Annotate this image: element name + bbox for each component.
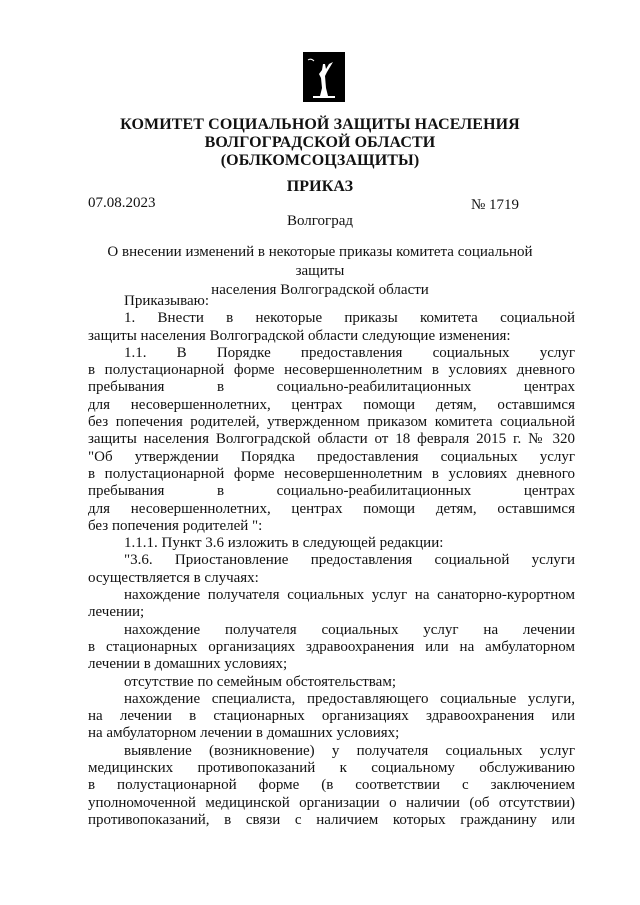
body-line: 1.1. В Порядке предоставления социальных услуг: [124, 344, 575, 361]
org-name-line2: ВОЛГОГРАДСКОЙ ОБЛАСТИ: [204, 134, 436, 151]
body-line: в полустационарной форме несовершеннолетним в условиях дневного: [88, 465, 575, 482]
body-line: на амбулаторном лечении в домашних условиях;: [88, 725, 400, 742]
body-line: защиты населения Волгоградской области следующие изменения:: [88, 327, 511, 344]
doc-type-heading: ПРИКАЗ: [286, 178, 354, 195]
body-line: отсутствие по семейным обстоятельствам;: [124, 673, 396, 690]
doc-body: [88, 293, 575, 829]
body-line: "Об утверждении Порядка предоставления социальных услуг: [88, 448, 575, 465]
body-line: лечении;: [88, 604, 145, 621]
doc-title: [90, 243, 550, 300]
body-line: в полустационарной форме несовершеннолетним в условиях дневного: [88, 362, 575, 379]
body-line: без попечения родителей, утвержденном приказом комитета социальной: [88, 414, 575, 431]
body-line: нахождение специалиста, предоставляющего социальные услуги,: [124, 690, 575, 707]
body-line: "3.6. Приостановление предоставления социальной услуги: [124, 552, 575, 569]
body-line: Приказываю:: [124, 293, 209, 309]
body-line: выявление (возникновение) у получателя социальных услуг: [124, 742, 575, 759]
doc-number: № 1719: [471, 197, 520, 213]
body-line: нахождение получателя социальных услуг на лечении: [124, 621, 575, 638]
body-line: в полустационарной форме (в соответствии с заключением: [88, 777, 575, 794]
body-line: лечении в домашних условиях;: [88, 656, 288, 673]
body-line: медицинских противопоказаний к социальному обслуживанию: [88, 760, 575, 777]
doc-date: 07.08.2023: [88, 195, 156, 211]
body-line: защиты населения Волгоградской области от 18 февраля 2015 г. № 320: [88, 431, 575, 448]
body-line: в стационарных организациях здравоохранения или на амбулаторном: [88, 638, 575, 655]
doc-title-line1: О внесении изменений в некоторые приказы комитета социальной защиты: [107, 244, 533, 279]
body-line: 1.1.1. Пункт 3.6 изложить в следующей редакции:: [124, 535, 444, 552]
doc-city: Волгоград: [286, 213, 353, 229]
body-line: пребывания в социально-реабилитационных центрах: [88, 379, 575, 396]
body-line: на лечении в стационарных организациях здравоохранения или: [88, 708, 575, 725]
body-line: для несовершеннолетних, центрах помощи детям, оставшимся: [88, 396, 575, 413]
doc-title-line2: населения Волгоградской области: [211, 282, 429, 298]
body-line: противопоказаний, в связи с наличием которых гражданину или: [88, 811, 575, 828]
body-line: для несовершеннолетних, центрах помощи детям, оставшимся: [88, 500, 575, 517]
body-line: нахождение получателя социальных услуг на санаторно-курортном: [124, 587, 575, 604]
emblem-icon: [303, 52, 345, 102]
org-name-abbrev: (ОБЛКОМСОЦЗАЩИТЫ): [220, 152, 420, 169]
body-line: пребывания в социально-реабилитационных центрах: [88, 483, 575, 500]
body-line: осуществляется в случаях:: [88, 569, 259, 586]
org-name-line1: КОМИТЕТ СОЦИАЛЬНОЙ ЗАЩИТЫ НАСЕЛЕНИЯ: [120, 116, 520, 133]
body-line: уполномоченной медицинской организации о наличии (об отсутствии): [88, 794, 575, 811]
coat-of-arms-emblem: [303, 52, 345, 102]
body-line: без попечения родителей ":: [88, 517, 263, 534]
body-line: 1. Внести в некоторые приказы комитета социальной: [124, 310, 575, 327]
